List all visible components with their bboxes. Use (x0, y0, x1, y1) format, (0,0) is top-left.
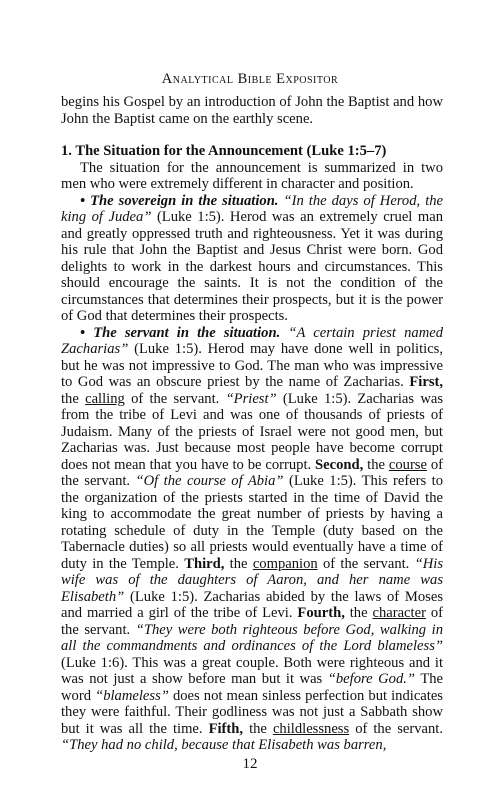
character-term: character (372, 605, 426, 621)
servant-quote-1: “A certain priest named Zacharias” (61, 324, 444, 357)
sovereign-text: (Luke 1:5). Herod was an extremely cruel man and greatly oppressed truth and righteousness. Yet it was during his rule that John the Baptist and Jesus Christ were born. God delights to work in the darkest hours and circumstances. This should encourage the saints. It is not the condition of the circumstances that determines their prospects, but it is the power of God that determines their prospects. (61, 209, 443, 324)
servant-quote-3: “Of the course of Abia” (135, 473, 284, 489)
calling-term: calling (85, 390, 125, 407)
servant-paragraph (61, 325, 443, 754)
servant-text-4b: of the servant. (61, 456, 444, 489)
course-term: course (388, 456, 427, 473)
servant-text-1: (Luke 1:5). Herod may have done well in politics, but he was not impressive to God. The man who was impressive to God was an obscure priest by the name of Zacharias. (61, 341, 444, 390)
servant-text-6b: of the servant. (322, 555, 410, 572)
body-text (61, 94, 443, 754)
servant-quote-4: “His wife was of the daughters of Aaron, and her name was Elisabeth” (61, 555, 444, 605)
intro-paragraph: begins his Gospel by an introduction of John the Baptist and how John the Baptist came on the earthly scene. (61, 94, 443, 127)
servant-quote-2: “Priest” (225, 390, 277, 407)
section-heading: 1. The Situation for the Announcement (Luke 1:5–7) (61, 143, 387, 159)
servant-text-6a: the (229, 555, 248, 572)
servant-text-9: (Luke 1:6). This was a great couple. Both were righteous and it was not just a show before man but it was (61, 654, 443, 687)
childlessness-term: childlessness (272, 720, 350, 737)
servant-text-12b: of the servant. (355, 720, 444, 737)
servant-text-10: The word (61, 671, 444, 704)
servant-text-8b: of the servant. (61, 605, 443, 638)
servant-quote-7: “blameless” (95, 687, 169, 704)
sovereign-quote: “In the days of Herod, the king of Judea” (61, 192, 444, 225)
second-marker: Second, (315, 456, 364, 473)
servant-text-7: (Luke 1:5). Zacharias abided by the laws of Moses and married a girl of the tribe of Levi. (61, 588, 443, 621)
first-marker: First, (409, 374, 444, 390)
servant-text-2b: of the servant. (131, 390, 220, 407)
servant-text-4a: the (367, 456, 385, 473)
servant-quote-5: “They were both righteous before God, walking in all the commandments and ordinances of the Lord blameless” (61, 621, 443, 654)
servant-text-3: (Luke 1:5). Zacharias was from the tribe of Levi and was one of thousands of priests of Judaism. Many of the priests of Israel were not good men, but Zacharias was. Just because most people have become corrupt does not mean that you have to be corrupt. (61, 390, 444, 473)
fourth-marker: Fourth, (297, 605, 345, 621)
servant-quote-6: “before God.” (327, 671, 416, 687)
sovereign-lead: • The sovereign in the situation. (80, 192, 279, 209)
running-head: Analytical Bible Expositor (161, 71, 339, 87)
servant-lead: • The servant in the situation. (80, 324, 281, 341)
section-intro: The situation for the announcement is summarized in two men who were extremely different in character and position. (61, 159, 443, 192)
servant-text-2a: the (61, 390, 79, 407)
servant-text-5: (Luke 1:5). This refers to the organization of the priests started in the time of David the king to accommodate the great number of priests by having a rotating schedule of duty in the Temple (duty based on the Tabernacle duties) so all priests would eventually have a time of duty in the Temple. (61, 473, 444, 572)
servant-text-11: does not mean sinless perfection but indicates they were faithful. Their godliness was not just a Sabbath show but it was all the time. (61, 687, 443, 737)
fifth-marker: Fifth, (208, 720, 244, 737)
servant-text-12a: the (249, 720, 267, 737)
third-marker: Third, (184, 555, 225, 572)
servant-text-8a: the (349, 605, 368, 621)
sovereign-paragraph (61, 193, 443, 325)
page-number: 12 (242, 756, 258, 772)
servant-quote-8: “They had no child, because that Elisabeth was barren, (61, 737, 387, 753)
companion-term: companion (252, 555, 318, 572)
